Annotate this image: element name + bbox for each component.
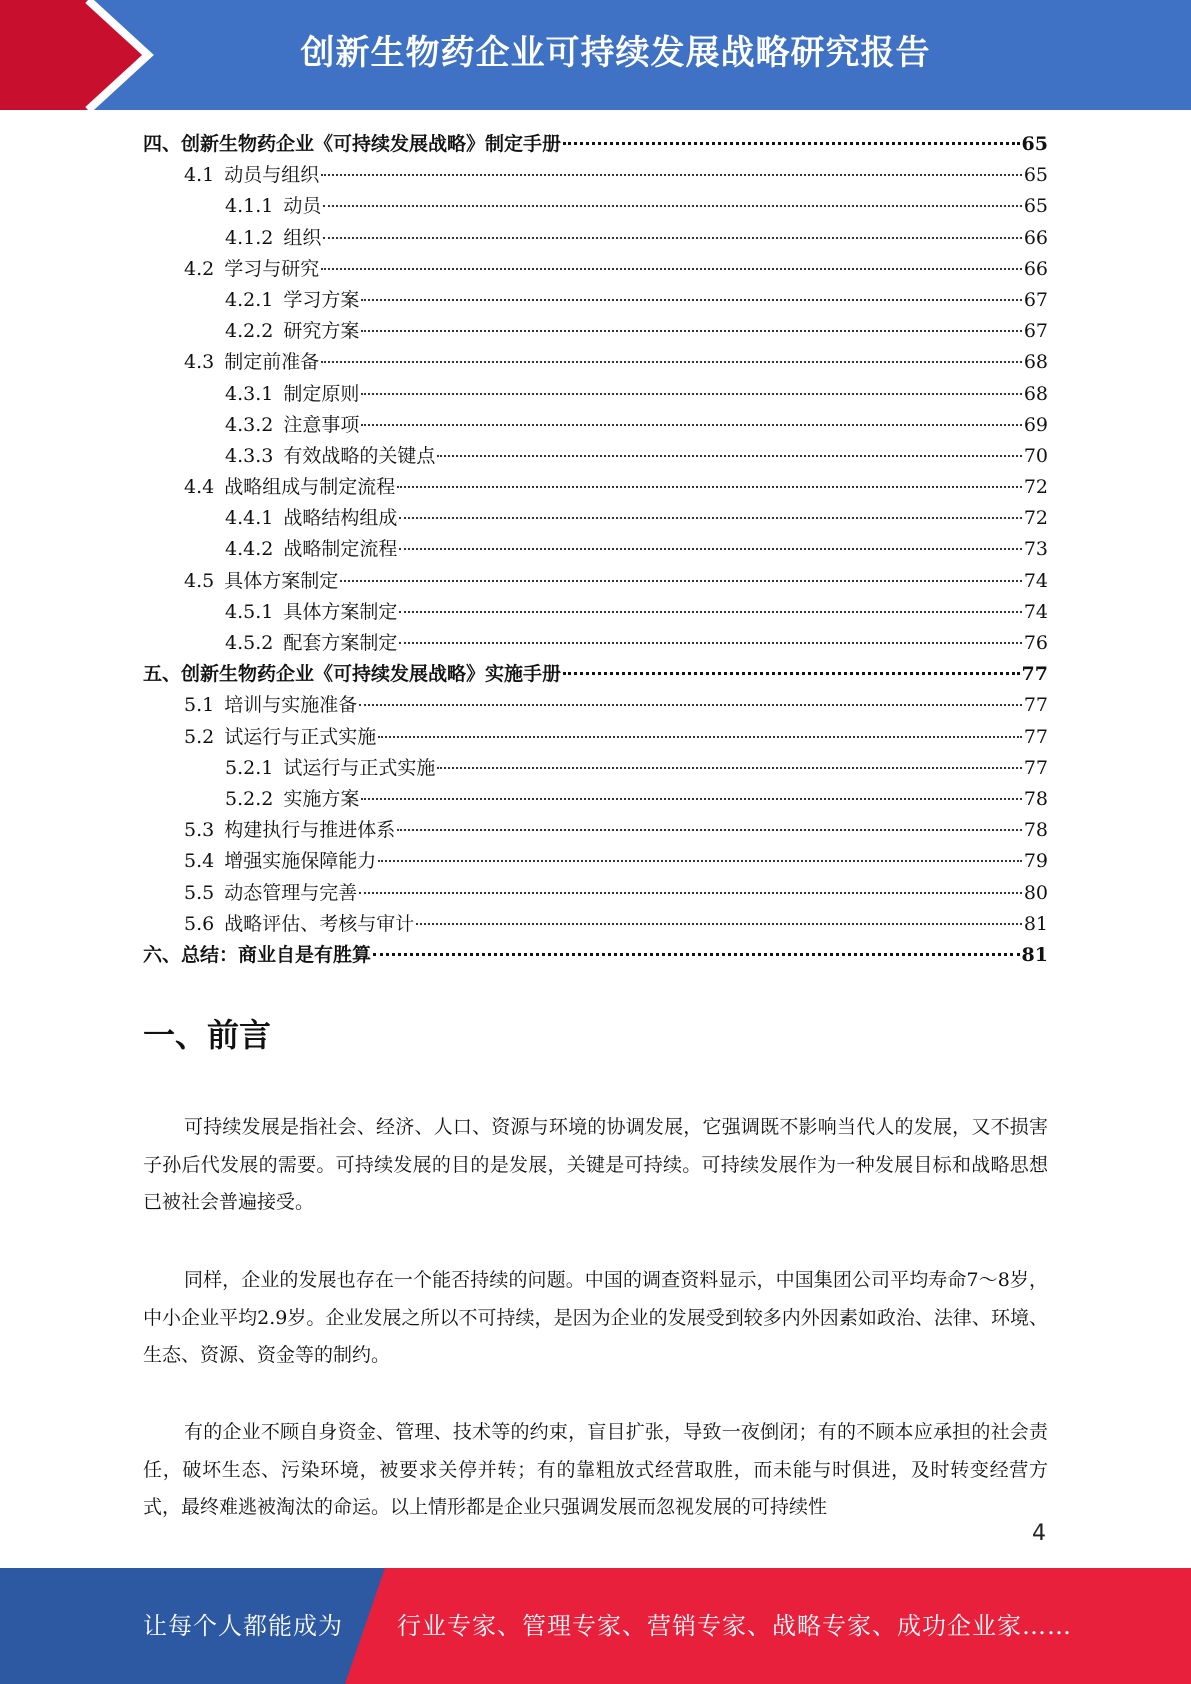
toc-entry-page: 69 — [1023, 413, 1048, 436]
toc-entry-number: 4.4.2 — [225, 538, 274, 561]
toc-entry-label: 增强实施保障能力 — [224, 850, 377, 873]
toc-entry-number: 5.2 — [184, 725, 215, 748]
toc-entry-number: 4.3.3 — [225, 444, 274, 467]
toc-entry-label: 研究方案 — [283, 320, 360, 343]
toc-entry-label: 学习方案 — [283, 288, 360, 311]
toc-dot-leader — [321, 268, 1022, 270]
toc-entry-number: 4.4 — [184, 476, 215, 499]
toc-entry-page: 74 — [1023, 569, 1048, 592]
toc-entry[interactable] — [143, 160, 1048, 191]
toc-entry-page: 81 — [1021, 943, 1048, 966]
toc-entry-label: 制定前准备 — [224, 351, 320, 374]
toc-entry-number: 4.1.2 — [225, 226, 274, 249]
toc-entry[interactable] — [143, 223, 1048, 254]
toc-dot-leader — [378, 736, 1022, 738]
toc-entry[interactable] — [143, 784, 1048, 815]
toc-entry-label: 具体方案制定 — [224, 569, 339, 592]
toc-entry-page: 76 — [1023, 632, 1048, 654]
toc-dot-leader — [397, 829, 1022, 831]
toc-entry-page: 73 — [1023, 538, 1048, 561]
toc-entry-label: 培训与实施准备 — [224, 694, 358, 717]
toc-entry[interactable] — [143, 316, 1048, 347]
toc-dot-leader — [361, 424, 1021, 426]
toc-entry-number: 5.4 — [184, 850, 215, 873]
toc-entry-page: 74 — [1023, 600, 1048, 623]
toc-entry-page: 77 — [1021, 663, 1048, 686]
toc-entry[interactable] — [143, 347, 1048, 378]
toc-entry-page: 79 — [1023, 850, 1048, 873]
toc-entry-number: 5.2.1 — [225, 756, 274, 779]
footer-banner — [0, 1568, 1191, 1684]
toc-entry[interactable] — [143, 597, 1048, 628]
toc-entry-page: 65 — [1021, 133, 1048, 155]
toc-entry[interactable] — [143, 659, 1048, 690]
toc-entry[interactable] — [143, 441, 1048, 472]
toc-entry-page: 68 — [1023, 382, 1048, 405]
toc-entry-number: 5.3 — [184, 819, 215, 842]
toc-entry-page: 66 — [1023, 257, 1048, 280]
toc-entry-label: 组织 — [283, 226, 322, 249]
footer-slogan-right: 行业专家、管理专家、营销专家、战略专家、成功企业家…… — [397, 1612, 1072, 1640]
toc-entry[interactable] — [143, 534, 1048, 565]
toc-dot-leader — [437, 767, 1021, 769]
body-paragraph: 可持续发展是指社会、经济、人口、资源与环境的协调发展，它强调既不影响当代人的发展，又不损害子孙后代发展的需要。可持续发展的目的是发展，关键是可持续。可持续发展作为一种发展目标和战略思想已被社会普遍接受。 — [143, 1116, 1048, 1213]
toc-entry-label: 制定原则 — [283, 382, 360, 405]
toc-dot-leader — [321, 174, 1022, 176]
toc-entry-label: 战略组成与制定流程 — [224, 476, 396, 499]
document-title: 创新生物药企业可持续发展战略研究报告 — [300, 33, 931, 73]
toc-entry-page: 72 — [1023, 476, 1048, 499]
toc-entry-page: 67 — [1023, 288, 1048, 311]
toc-entry[interactable] — [143, 940, 1048, 971]
toc-entry-number: 5.1 — [184, 694, 215, 717]
toc-dot-leader — [359, 704, 1022, 706]
toc-dot-leader — [399, 548, 1021, 550]
toc-entry-number: 4.1.1 — [225, 195, 274, 218]
toc-entry-number: 4.5.1 — [225, 600, 274, 623]
toc-entry[interactable] — [143, 285, 1048, 316]
toc-entry-label: 五、创新生物药企业《可持续发展战略》实施手册 — [143, 663, 562, 686]
toc-entry-page: 70 — [1023, 444, 1048, 467]
toc-entry-number: 4.5.2 — [225, 632, 274, 654]
toc-dot-leader — [361, 299, 1021, 301]
toc-entry-page: 80 — [1023, 881, 1048, 904]
toc-entry[interactable] — [143, 410, 1048, 441]
toc-entry-page: 78 — [1023, 787, 1048, 810]
toc-entry-number: 4.3.1 — [225, 382, 274, 405]
toc-entry-label: 动员与组织 — [224, 164, 320, 187]
toc-dot-leader — [416, 923, 1022, 925]
toc-entry-label: 动态管理与完善 — [224, 881, 358, 904]
toc-entry[interactable] — [143, 254, 1048, 285]
toc-entry-label: 注意事项 — [283, 413, 360, 436]
toc-entry[interactable] — [143, 909, 1048, 940]
toc-dot-leader — [399, 642, 1021, 644]
toc-entry-number: 4.3 — [184, 351, 215, 374]
toc-dot-leader — [399, 611, 1021, 613]
toc-dot-leader — [373, 953, 1020, 956]
toc-entry[interactable] — [143, 722, 1048, 753]
toc-entry-page: 77 — [1023, 725, 1048, 748]
toc-entry[interactable] — [143, 815, 1048, 846]
toc-entry[interactable] — [143, 566, 1048, 597]
toc-entry-number: 4.2.1 — [225, 288, 274, 311]
toc-entry-page: 65 — [1023, 195, 1048, 218]
toc-entry-number: 4.2.2 — [225, 320, 274, 343]
toc-entry[interactable] — [143, 472, 1048, 503]
toc-dot-leader — [563, 142, 1020, 145]
body-paragraph: 有的企业不顾自身资金、管理、技术等的约束，盲目扩张，导致一夜倒闭；有的不顾本应承担的社会责任，破坏生态、污染环境，被要求关停并转；有的靠粗放式经营取胜，而未能与时俱进，及时转变经营方式，最终难逃被淘汰的命运。以上情形都是企业只强调发展而忽视发展的可持续性 — [143, 1421, 1048, 1518]
toc-entry-label: 构建执行与推进体系 — [224, 819, 396, 842]
toc-dot-leader — [397, 486, 1022, 488]
toc-entry-number: 4.4.1 — [225, 507, 274, 530]
toc-entry-page: 77 — [1023, 756, 1048, 779]
toc-entry-page: 66 — [1023, 226, 1048, 249]
toc-entry-label: 战略结构组成 — [283, 507, 398, 530]
toc-entry-label: 配套方案制定 — [283, 632, 398, 654]
toc-entry-number: 4.1 — [184, 164, 215, 187]
toc-entry-number: 4.2 — [184, 257, 215, 280]
toc-entry-label: 有效战略的关键点 — [283, 444, 436, 467]
toc-dot-leader — [399, 517, 1021, 519]
toc-entry-number: 5.6 — [184, 912, 215, 935]
toc-entry[interactable] — [143, 129, 1048, 160]
toc-dot-leader — [378, 860, 1022, 862]
toc-entry-number: 5.5 — [184, 881, 215, 904]
body-paragraph: 同样，企业的发展也存在一个能否持续的问题。中国的调查资料显示，中国集团公司平均寿命7～8岁，中小企业平均2.9岁。企业发展之所以不可持续，是因为企业的发展受到较多内外因素如政治、法律、环境、生态、资源、资金等的制约。 — [143, 1269, 1048, 1366]
toc-dot-leader — [361, 798, 1021, 800]
toc-entry-label: 四、创新生物药企业《可持续发展战略》制定手册 — [143, 133, 562, 155]
page-number: 4 — [1032, 1521, 1046, 1546]
toc-entry-page: 81 — [1023, 912, 1048, 935]
toc-entry[interactable] — [143, 628, 1048, 659]
toc-entry-number: 4.5 — [184, 569, 215, 592]
toc-dot-leader — [437, 455, 1021, 457]
toc-entry[interactable] — [143, 878, 1048, 909]
toc-entry-label: 六、总结：商业自是有胜算 — [143, 943, 372, 966]
toc-entry-label: 试运行与正式实施 — [283, 756, 436, 779]
section-heading: 一、前言 — [143, 1016, 272, 1054]
toc-entry[interactable] — [143, 753, 1048, 784]
toc-entry[interactable] — [143, 503, 1048, 534]
toc-entry-number: 5.2.2 — [225, 787, 274, 810]
toc-entry-label: 试运行与正式实施 — [224, 725, 377, 748]
toc-entry-page: 67 — [1023, 320, 1048, 343]
footer-slogan-left: 让每个人都能成为 — [143, 1612, 343, 1640]
toc-entry[interactable] — [143, 191, 1048, 222]
toc-entry-label: 战略评估、考核与审计 — [224, 912, 415, 935]
toc-entry[interactable] — [143, 690, 1048, 721]
toc-entry-page: 77 — [1023, 694, 1048, 717]
toc-dot-leader — [361, 330, 1021, 332]
toc-entry-label: 具体方案制定 — [283, 600, 398, 623]
toc-entry-label: 学习与研究 — [224, 257, 320, 280]
toc-dot-leader — [340, 580, 1022, 582]
toc-dot-leader — [323, 205, 1021, 207]
toc-entry-label: 实施方案 — [283, 787, 360, 810]
table-of-contents — [143, 129, 1048, 971]
toc-dot-leader — [361, 393, 1021, 395]
toc-entry-page: 68 — [1023, 351, 1048, 374]
toc-entry-page: 65 — [1023, 164, 1048, 187]
toc-entry-page: 72 — [1023, 507, 1048, 530]
toc-entry-label: 战略制定流程 — [283, 538, 398, 561]
toc-dot-leader — [563, 672, 1020, 675]
red-chevron-icon — [0, 0, 160, 110]
toc-entry-number: 4.3.2 — [225, 413, 274, 436]
toc-dot-leader — [359, 892, 1022, 894]
toc-dot-leader — [323, 237, 1021, 239]
toc-entry[interactable] — [143, 846, 1048, 877]
toc-entry-label: 动员 — [283, 195, 322, 218]
toc-entry[interactable] — [143, 379, 1048, 410]
toc-dot-leader — [321, 361, 1022, 363]
header-banner — [0, 0, 1191, 110]
toc-entry-page: 78 — [1023, 819, 1048, 842]
